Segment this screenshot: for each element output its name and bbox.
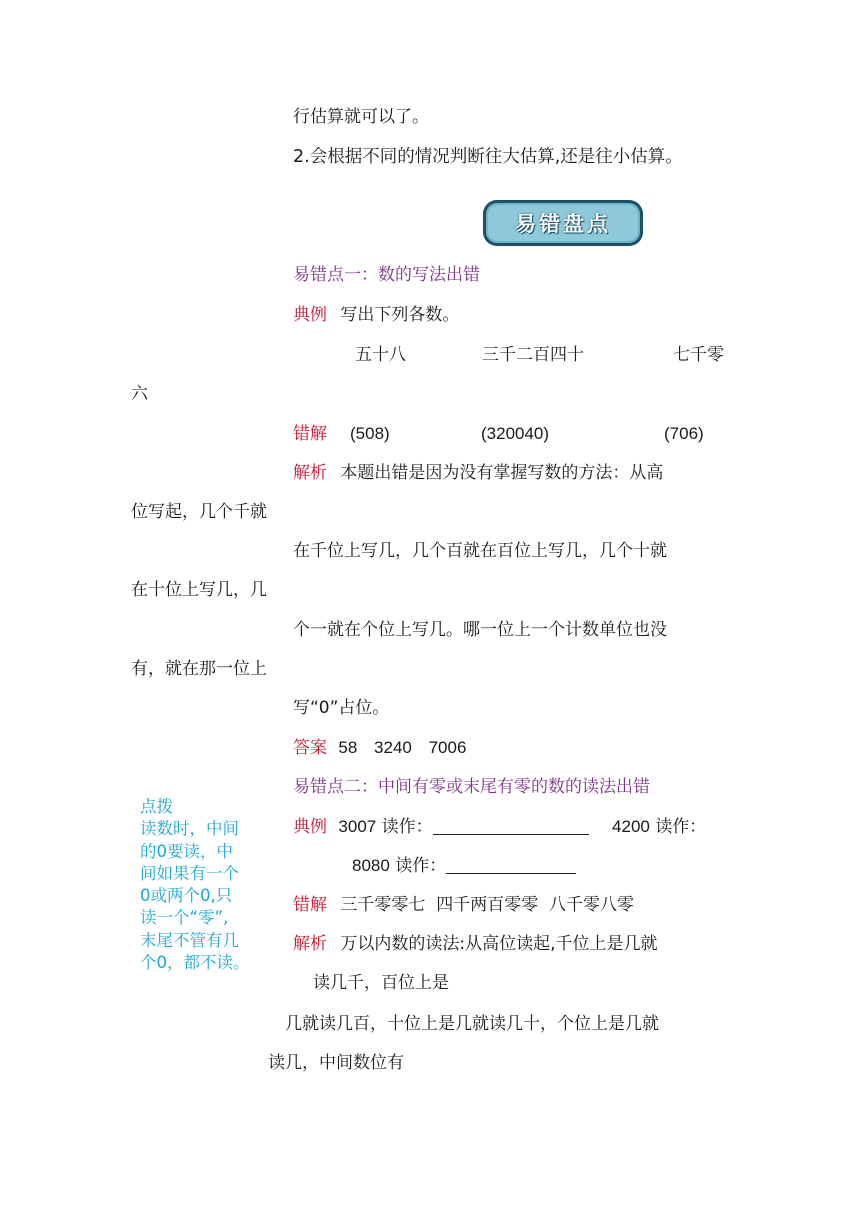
analysis-text: 几就读几百，十位上是几就读几十，个位上是几就 [285,1014,659,1034]
wrong-answer: (706) [664,424,704,443]
question-label: 读作： [381,817,433,837]
analysis-text: 读几，中间数位有 [268,1053,404,1073]
note-line: 0或两个0,只 [140,886,233,906]
text-line: 行估算就可以了。 [293,107,429,127]
example-tag: 典例 [293,817,327,837]
note-line: 间如果有一个 [140,863,239,883]
question-label: 读作： [655,817,707,837]
answer-line [293,737,466,759]
analysis-text: 读几千，百位上是 [313,973,449,993]
analysis-tag: 解析 [293,934,327,954]
analysis-text: 万以内数的读法:从高位读起,千位上是几就 [340,934,658,954]
question-label: 读作： [395,856,447,876]
example-line [293,304,459,326]
answer-text: 58 3240 7006 [338,738,467,757]
section-heading: 易错点一：数的写法出错 [293,265,480,285]
wrong-tag: 错解 [293,895,327,915]
section-heading: 易错点二：中间有零或末尾有零的数的读法出错 [293,777,650,797]
analysis-text: 有，就在那一位上 [131,659,267,679]
note-line: 的0要读，中 [140,841,233,861]
exercise-item: 三千二百四十 [482,345,584,365]
exercise-item: 五十八 [355,345,406,365]
question-number: 8080 [352,856,390,875]
analysis-text: 本题出错是因为没有掌握写数的方法：从高 [340,463,664,483]
wrong-line [293,894,634,916]
section-badge [483,200,643,246]
question-line [352,855,576,877]
answer-blank [433,818,589,835]
analysis-text: 在千位上写几，几个百就在百位上写几，几个十就 [293,541,667,561]
question-number: 3007 [338,817,377,836]
question-number: 4200 [612,817,650,836]
answer-tag: 答案 [293,738,327,758]
wrong-answer: (320040) [481,424,550,443]
example-tag: 典例 [293,305,327,325]
wrong-text: 三千零零七 四千两百零零 八千零八零 [340,895,635,915]
analysis-text: 在十位上写几，几 [131,580,267,600]
analysis-text: 个一就在个位上写几。哪一位上一个计数单位也没 [293,620,667,640]
wrong-answer: (508) [350,424,390,443]
note-line: 读数时，中间 [140,819,239,839]
note-title: 点拨 [140,797,173,816]
analysis-text: 写“0”占位。 [293,698,390,718]
example-line [293,816,706,838]
note-line: 个0，都不读。 [140,953,250,973]
example-text: 写出下列各数。 [340,305,460,325]
analysis-line [293,933,658,955]
exercise-item-continued: 六 [131,384,148,404]
exercise-item: 七千零 [673,345,724,365]
side-note [140,796,268,974]
analysis-line [293,462,663,484]
analysis-text: 位写起，几个千就 [131,502,267,522]
text-line: 2.会根据不同的情况判断往大估算,还是往小估算。 [293,147,683,167]
wrong-tag: 错解 [293,424,327,444]
badge-label: 易错盘点 [488,205,638,241]
note-line: 末尾不管有几 [140,930,239,950]
note-line: 读一个“零”, [140,908,229,928]
analysis-tag: 解析 [293,463,327,483]
answer-blank [446,857,576,874]
